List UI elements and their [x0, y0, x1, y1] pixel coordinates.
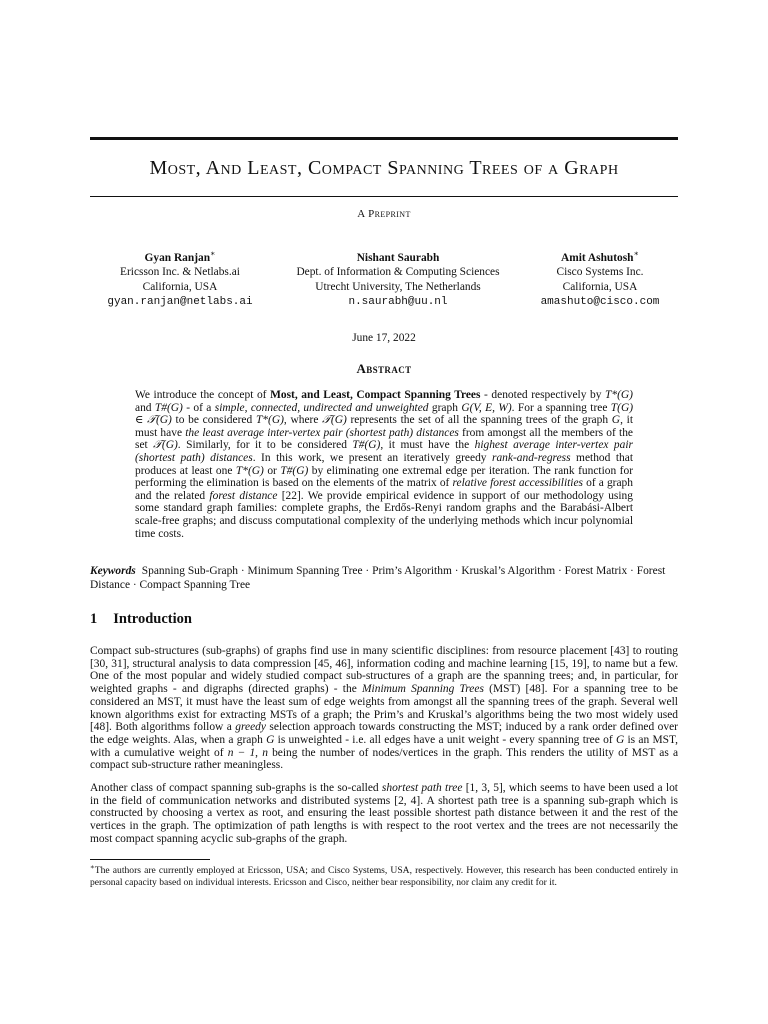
- author-email: n.saurabh@uu.nl: [348, 295, 448, 308]
- title-top-rule: [90, 137, 678, 140]
- footnote: ∗The authors are currently employed at Ericsson, USA; and Cisco Systems, USA, respectively. However, this research has been conducted entirely in personal capacity based on individual interests. Ericsson and Cisco, neither bear responsibility, nor claim any credit for it.: [90, 863, 678, 889]
- author-affiliation: Dept. of Information & Computing Sciences: [296, 266, 500, 279]
- abstract-heading: Abstract: [356, 361, 412, 376]
- author-block-3: [522, 247, 678, 309]
- author-location: Utrecht University, The Netherlands: [315, 280, 481, 293]
- section-heading-introduction: [90, 611, 678, 628]
- title-bottom-rule: [90, 196, 678, 197]
- author-name: Gyan Ranjan∗: [144, 249, 216, 264]
- author-block-2: [276, 247, 520, 309]
- abstract-text: We introduce the concept of Most, and Least, Compact Spanning Trees - denoted respectively by T*(G) and T#(G) - of a simple, connected, undirected and unweighted graph G(V, E, W). For a spanning tree T(G) ∈ 𝒯(G) to be considered T*(G), where 𝒯(G) represents the set of all the spanning trees of the graph G, it must have the least average inter-vertex pair (shortest path) distances from amongst all the members of the set 𝒯(G). Similarly, for it to be considered T#(G), it must have the highest average inter-vertex pair (shortest path) distances. In this work, we present an iteratively greedy rank-and-regress method that produces at least one T*(G) or T#(G) by eliminating one extremal edge per iteration. The rank function for performing the elimination is based on the elements of the matrix of relative forest accessibilities of a graph and the related forest distance [22]. We provide empirical evidence in support of our methodology using some standard graph families: complete graphs, the Erdős-Renyi random graphs and the Barabási-Albert scale-free graphs; and discuss computational complexity of the underlying methods which incur polynomial time costs.: [135, 389, 634, 540]
- publication-date: June 17, 2022: [352, 332, 416, 344]
- section-number: 1: [90, 611, 98, 627]
- author-location: California, USA: [562, 280, 638, 293]
- author-email: gyan.ranjan@netlabs.ai: [107, 295, 253, 308]
- paper-title: Most, And Least, Compact Spanning Trees of a Graph: [149, 157, 619, 179]
- author-affiliation: Ericsson Inc. & Netlabs.ai: [120, 266, 240, 279]
- keywords-line: [90, 564, 678, 592]
- author-block-1: [90, 247, 270, 309]
- keywords-list: Spanning Sub-Graph · Minimum Spanning Tree · Prim’s Algorithm · Kruskal’s Algorithm · Forest Matrix · Forest Distance · Compact Spanning Tree: [90, 565, 666, 591]
- author-name: Amit Ashutosh∗: [561, 249, 639, 264]
- author-location: California, USA: [142, 280, 218, 293]
- keywords-label: Keywords: [90, 565, 136, 577]
- preprint-label: A Preprint: [357, 208, 411, 220]
- intro-paragraph-1: Compact sub-structures (sub-graphs) of graphs find use in many scientific disciplines: from resource placement [43] to routing [30, 31], structural analysis to data compression [45, 46], information coding and machine learning [15, 19], to name but a few. One of the most popular and widely studied compact sub-structures of a graph are the spanning trees; and, in particular, for weighted graphs - and digraphs (directed graphs) - the Minimum Spanning Trees (MST) [48]. For a spanning tree to be considered an MST, it must have the least sum of edge weights from amongst all the spanning trees of the graph. Several well known algorithms exist for extracting MSTs of a graph; the Prim’s and Kruskal’s algorithms being the two most widely used [48]. Both algorithms follow a greedy selection approach towards constructing the MST; induced by a rank order defined over the edge weights. Alas, when a graph G is unweighted - i.e. all edges have a unit weight - every spanning tree of G is an MST, with a cumulative weight of n − 1, n being the number of nodes/vertices in the graph. This renders the utility of MST as a compact sub-structure rather meaningless.: [90, 645, 679, 772]
- footnote-rule: [90, 859, 210, 860]
- section-title: Introduction: [113, 611, 192, 627]
- intro-paragraph-2: Another class of compact spanning sub-graphs is the so-called shortest path tree [1, 3, 5], which seems to have been used a lot in the field of communication networks and distributed systems [2, 4]. A shortest path tree is a spanning sub-graph which is constructed by choosing a vertex as root, and ensuring the least possible shortest path distance between it and the rest of the vertices in the graph. The optimization of path lengths is with respect to the root vertex and the trees are not necessarily the most compact spanning acyclic sub-graphs of the graph.: [90, 782, 678, 845]
- author-affiliation: Cisco Systems Inc.: [556, 266, 644, 279]
- author-email: amashuto@cisco.com: [540, 295, 660, 308]
- author-name: Nishant Saurabh: [356, 251, 440, 264]
